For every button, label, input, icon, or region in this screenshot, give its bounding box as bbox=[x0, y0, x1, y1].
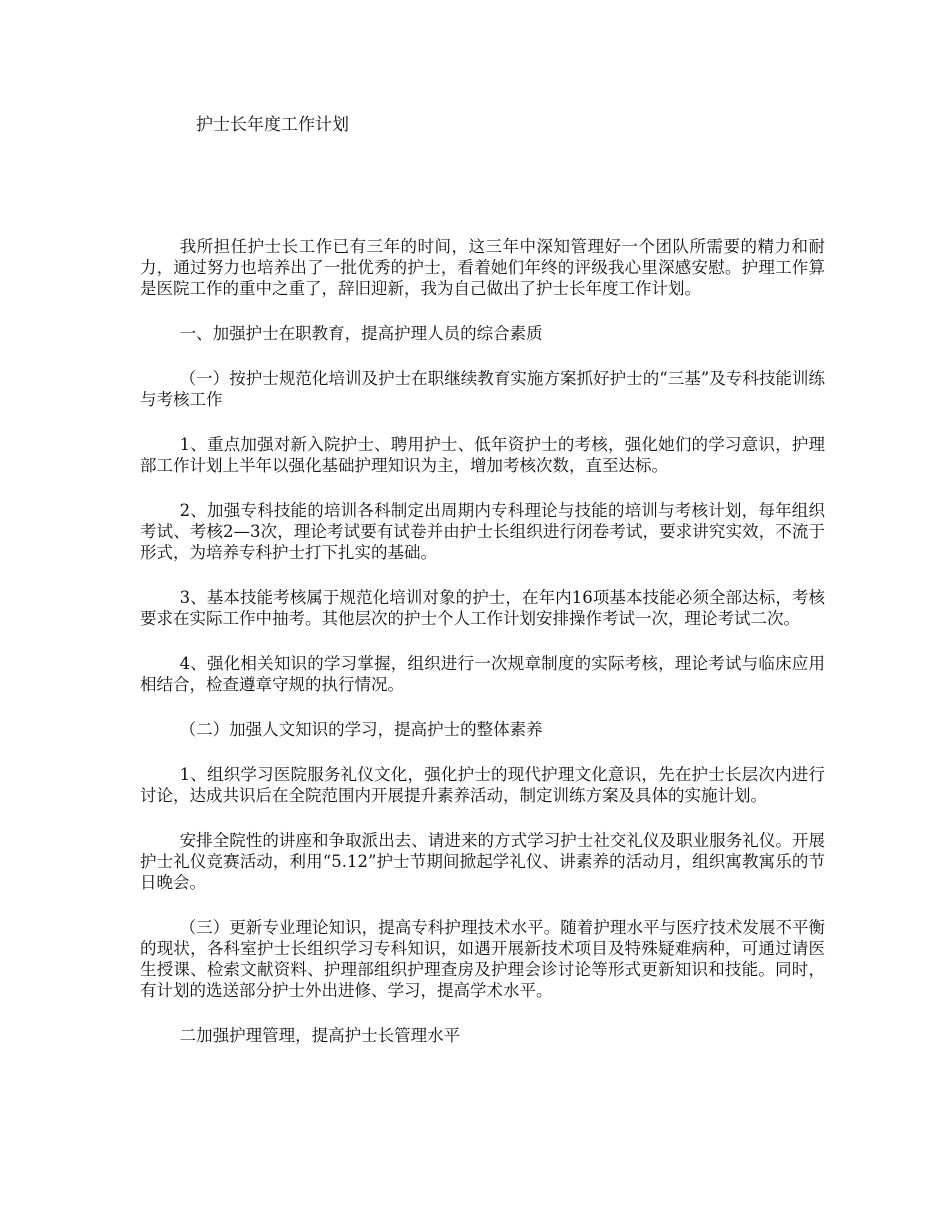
list-item-1: 1、重点加强对新入院护士、聘用护士、低年资护士的考核，强化她们的学习意识，护理部工作计划上半年以强化基础护理知识为主，增加考核次数，直至达标。 bbox=[140, 435, 825, 475]
section-heading-2: 二加强护理管理，提高护士长管理水平 bbox=[179, 1026, 461, 1045]
subsection-heading-2: （二）加强人文知识的学习，提高护士的整体素养 bbox=[179, 720, 543, 739]
document-body bbox=[140, 236, 825, 1070]
subsection-heading-1: （一）按护士规范化培训及护士在职继续教育实施方案抓好护士的“三基”及专科技能训练与考核工作 bbox=[140, 369, 825, 409]
subsection-heading-3: （三）更新专业理论知识，提高专科护理技术水平。随着护理水平与医疗技术发展不平衡的现状，各科室护士长组织学习专科知识，如遇开展新技术项目及特殊疑难病种，可通过请医生授课、检索文献资料、护理部组织护理查房及护理会诊讨论等形式更新知识和技能。同时，有计划的选送部分护士外出进修、学习，提高学术水平。 bbox=[140, 918, 825, 1000]
list-item-4: 4、强化相关知识的学习掌握，组织进行一次规章制度的实际考核，理论考试与临床应用相结合，检查遵章守规的执行情况。 bbox=[140, 654, 825, 694]
document-title: 护士长年度工作计划 bbox=[196, 115, 349, 135]
list-item-5: 1、组织学习医院服务礼仪文化，强化护士的现代护理文化意识，先在护士长层次内进行讨论，达成共识后在全院范围内开展提升素养活动，制定训练方案及具体的实施计划。 bbox=[140, 765, 825, 805]
list-item-3: 3、基本技能考核属于规范化培训对象的护士，在年内16项基本技能必须全部达标，考核要求在实际工作中抽考。其他层次的护士个人工作计划安排操作考试一次，理论考试二次。 bbox=[140, 588, 825, 628]
intro-paragraph: 我所担任护士长工作已有三年的时间，这三年中深知管理好一个团队所需要的精力和耐力，通过努力也培养出了一批优秀的护士，看着她们年终的评级我心里深感安慰。护理工作算是医院工作的重中之重了，辞旧迎新，我为自己做出了护士长年度工作计划。 bbox=[140, 237, 825, 298]
section-heading-1: 一、加强护士在职教育，提高护理人员的综合素质 bbox=[179, 324, 543, 343]
list-item-2: 2、加强专科技能的培训各科制定出周期内专科理论与技能的培训与考核计划，每年组织考试、考核2—3次，理论考试要有试卷并由护士长组织进行闭卷考试，要求讲究实效，不流于形式，为培养专科护士打下扎实的基础。 bbox=[140, 501, 825, 562]
body-paragraph: 安排全院性的讲座和争取派出去、请进来的方式学习护士社交礼仪及职业服务礼仪。开展护士礼仪竞赛活动，利用“5.12”护士节期间掀起学礼仪、讲素养的活动月，组织寓教寓乐的节日晚会。 bbox=[140, 831, 825, 892]
